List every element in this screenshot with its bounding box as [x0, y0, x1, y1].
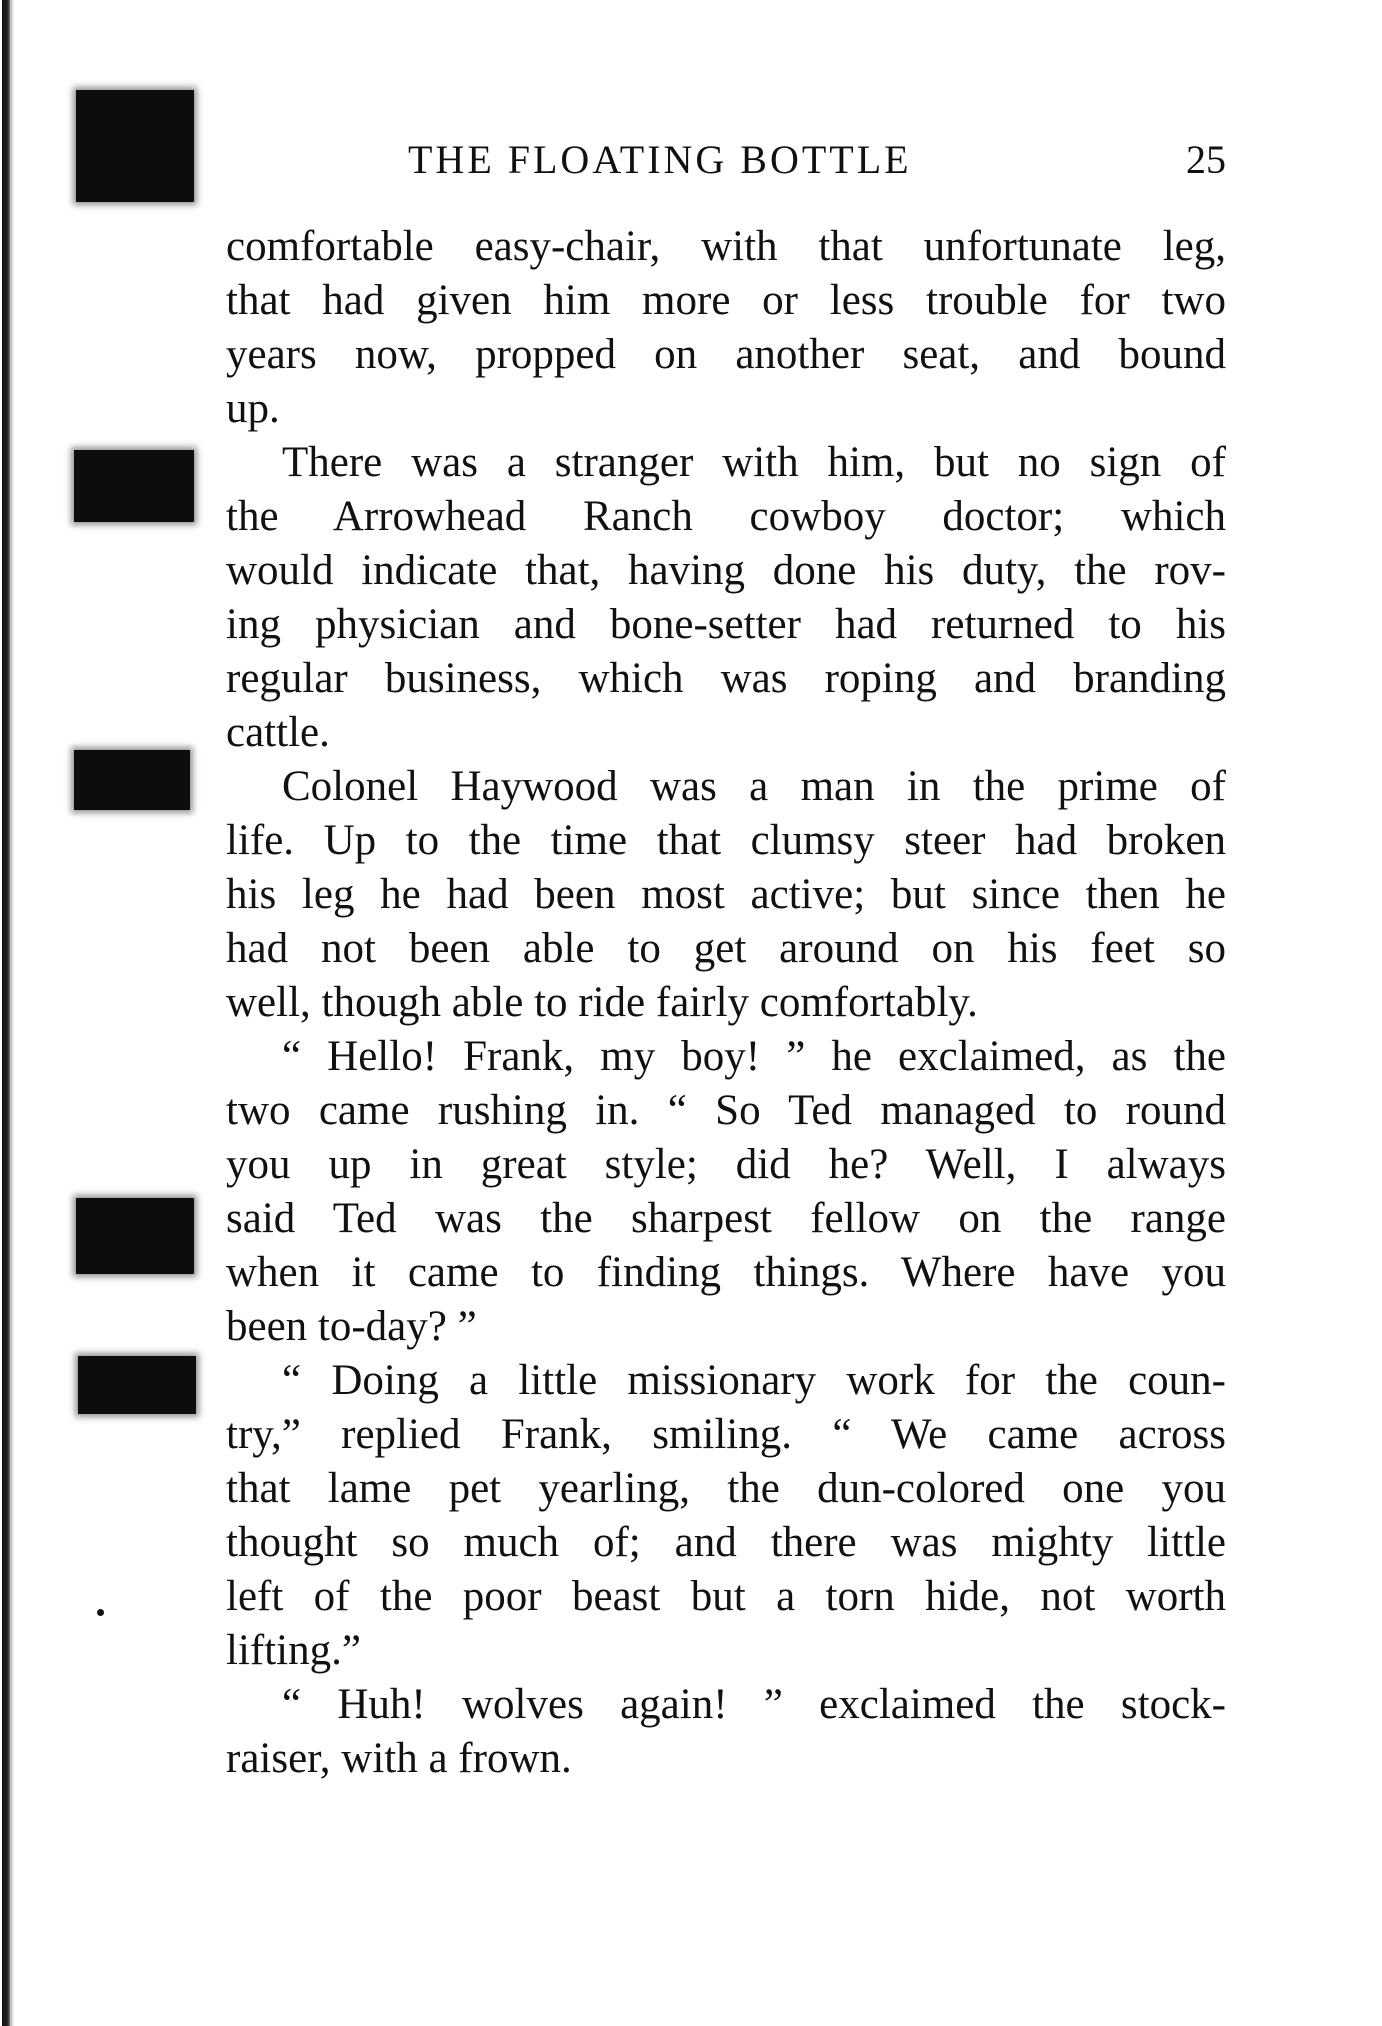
- text-line: “ Huh! wolves again! ” exclaimed the stock-: [282, 1681, 1226, 1728]
- text-line: left of the poor beast but a torn hide, not worth: [226, 1573, 1226, 1620]
- text-line: comfortable easy-chair, with that unfortunate leg,: [226, 223, 1226, 270]
- text-line: had not been able to get around on his feet so: [226, 925, 1226, 972]
- ink-speck: [97, 1609, 104, 1616]
- text-line: would indicate that, having done his duty, the rov-: [226, 547, 1226, 594]
- text-line: Colonel Haywood was a man in the prime of: [282, 763, 1226, 810]
- text-line: well, though able to ride fairly comfortably.: [226, 979, 978, 1026]
- text-line: try,” replied Frank, smiling. “ We came across: [226, 1411, 1226, 1458]
- text-line: raiser, with a frown.: [226, 1735, 572, 1782]
- text-line: lifting.”: [226, 1627, 361, 1674]
- text-line: regular business, which was roping and branding: [226, 655, 1226, 702]
- text-line: life. Up to the time that clumsy steer had broken: [226, 817, 1226, 864]
- text-line: when it came to finding things. Where have you: [226, 1249, 1226, 1296]
- binding-mark: [76, 1198, 194, 1274]
- text-line: the Arrowhead Ranch cowboy doctor; which: [226, 493, 1226, 540]
- binding-edge: [2, 0, 11, 2026]
- text-line: years now, propped on another seat, and bound: [226, 331, 1226, 378]
- text-line: his leg he had been most active; but since then he: [226, 871, 1226, 918]
- text-line: cattle.: [226, 709, 330, 756]
- binding-mark: [74, 750, 190, 810]
- body-text: [226, 220, 1226, 1786]
- text-line: been to-day? ”: [226, 1303, 477, 1350]
- running-head: [226, 136, 1226, 192]
- running-title: THE FLOATING BOTTLE: [408, 137, 912, 182]
- text-line: “ Hello! Frank, my boy! ” he exclaimed, as the: [282, 1033, 1226, 1080]
- binding-mark: [76, 90, 194, 202]
- text-line: two came rushing in. “ So Ted managed to round: [226, 1087, 1226, 1134]
- text-line: thought so much of; and there was mighty little: [226, 1519, 1226, 1566]
- binding-mark: [78, 1356, 196, 1414]
- text-line: that had given him more or less trouble for two: [226, 277, 1226, 324]
- text-line: up.: [226, 385, 280, 432]
- text-line: you up in great style; did he? Well, I always: [226, 1141, 1226, 1188]
- text-line: ing physician and bone-setter had returned to his: [226, 601, 1226, 648]
- binding-mark: [74, 450, 194, 522]
- page-number: 25: [1186, 137, 1226, 182]
- text-line: There was a stranger with him, but no sign of: [282, 439, 1226, 486]
- text-line: that lame pet yearling, the dun-colored one you: [226, 1465, 1226, 1512]
- text-line: said Ted was the sharpest fellow on the range: [226, 1195, 1226, 1242]
- text-line: “ Doing a little missionary work for the coun-: [282, 1357, 1226, 1404]
